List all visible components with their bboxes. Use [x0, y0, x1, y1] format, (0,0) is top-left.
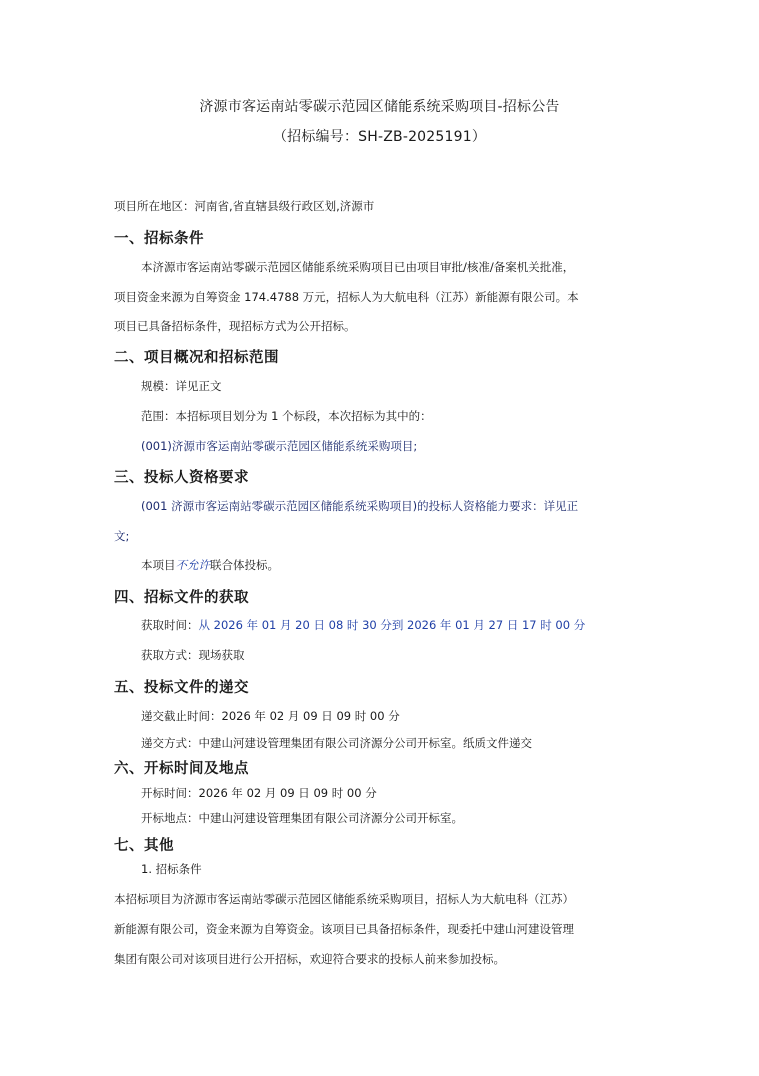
consortium-suffix: 联合体投标。	[210, 558, 279, 572]
section-7-paragraph-line-2: 新能源有限公司，资金来源为自筹资金。该项目已具备招标条件，现委托中建山河建设管理	[114, 922, 574, 936]
section-2-scope: 范围：本招标项目划分为 1 个标段，本次招标为其中的：	[141, 409, 432, 423]
section-4-method: 获取方式：现场获取	[141, 648, 245, 662]
section-3-heading: 三、投标人资格要求	[114, 470, 249, 486]
project-region: 项目所在地区：河南省,省直辖县级行政区划,济源市	[114, 199, 375, 213]
section-7-subheading: 1. 招标条件	[141, 862, 202, 876]
section-7-paragraph-line-3: 集团有限公司对该项目进行公开招标，欢迎符合要求的投标人前来参加投标。	[114, 952, 505, 966]
page-title: 济源市客运南站零碳示范园区储能系统采购项目-招标公告	[199, 99, 560, 115]
section-7-paragraph-line-1: 本招标项目为济源市客运南站零碳示范园区储能系统采购项目，招标人为大航电科（江苏）	[114, 892, 574, 906]
consortium-prefix: 本项目	[141, 558, 176, 572]
section-3-requirement-1: (001 济源市客运南站零碳示范园区储能系统采购项目)的投标人资格能力要求：详见正	[141, 499, 579, 513]
section-3-requirement-2: 文;	[114, 529, 130, 543]
section-2-lot: (001)济源市客运南站零碳示范园区储能系统采购项目;	[141, 439, 418, 453]
section-3-consortium	[141, 557, 279, 573]
section-1-line-1: 本济源市客运南站零碳示范园区储能系统采购项目已由项目审批/核准/备案机关批准，	[141, 260, 575, 274]
section-1-line-2: 项目资金来源为自筹资金 174.4788 万元，招标人为大航电科（江苏）新能源有限公司。本	[114, 290, 579, 304]
section-7-heading: 七、其他	[114, 838, 174, 854]
acquire-time-label: 获取时间：	[141, 618, 199, 632]
consortium-not-allowed: 不允许	[175, 558, 210, 572]
section-1-heading: 一、招标条件	[114, 231, 204, 247]
section-4-heading: 四、招标文件的获取	[114, 590, 249, 606]
section-1-line-3: 项目已具备招标条件，现招标方式为公开招标。	[114, 319, 356, 333]
acquire-time-value: 从 2026 年 01 月 20 日 08 时 30 分到 2026 年 01 月 27 日 17 时 00 分	[198, 618, 586, 632]
section-4-time	[141, 617, 585, 633]
section-5-deadline: 递交截止时间：2026 年 02 月 09 日 09 时 00 分	[141, 709, 400, 723]
section-6-heading: 六、开标时间及地点	[114, 761, 249, 777]
section-2-heading: 二、项目概况和招标范围	[114, 350, 279, 366]
section-6-time: 开标时间：2026 年 02 月 09 日 09 时 00 分	[141, 786, 377, 800]
section-6-place: 开标地点：中建山河建设管理集团有限公司济源分公司开标室。	[141, 811, 463, 825]
section-2-scale: 规模：详见正文	[141, 379, 222, 393]
section-5-method: 递交方式：中建山河建设管理集团有限公司济源分公司开标室。纸质文件递交	[141, 736, 532, 750]
tender-number: （招标编号：SH-ZB-2025191）	[272, 129, 487, 145]
section-5-heading: 五、投标文件的递交	[114, 680, 249, 696]
